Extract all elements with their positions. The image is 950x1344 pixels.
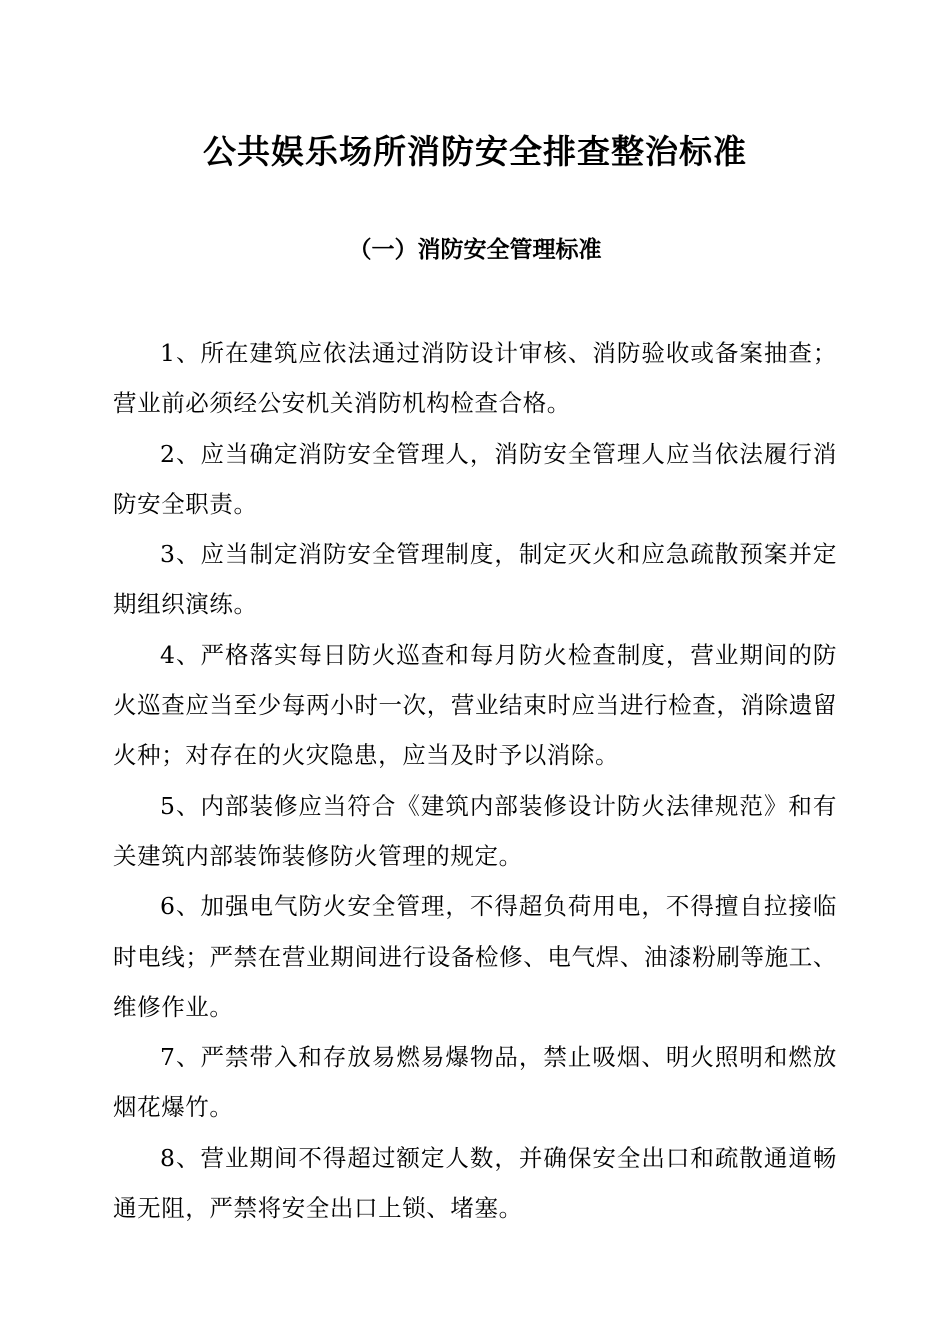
paragraph-4: 4、严格落实每日防火巡查和每月防火检查制度，营业期间的防火巡查应当至少每两小时一次，营业结束时应当进行检查，消除遗留火种；对存在的火灾隐患，应当及时予以消除。 bbox=[113, 640, 837, 770]
paragraph-2: 2、应当确定消防安全管理人，消防安全管理人应当依法履行消防安全职责。 bbox=[113, 439, 837, 518]
paragraph-1: 1、所在建筑应依法通过消防设计审核、消防验收或备案抽查；营业前必须经公安机关消防机构检查合格。 bbox=[113, 339, 837, 418]
section-heading: （一）消防安全管理标准 bbox=[348, 237, 602, 263]
document-body bbox=[113, 328, 837, 1233]
paragraph-7: 7、严禁带入和存放易燃易爆物品，禁止吸烟、明火照明和燃放烟花爆竹。 bbox=[113, 1043, 837, 1122]
paragraph-3: 3、应当制定消防安全管理制度，制定灭火和应急疏散预案并定期组织演练。 bbox=[113, 540, 837, 619]
document-title: 公共娱乐场所消防安全排查整治标准 bbox=[203, 132, 747, 171]
paragraph-8: 8、营业期间不得超过额定人数，并确保安全出口和疏散通道畅通无阻，严禁将安全出口上锁、堵塞。 bbox=[113, 1143, 837, 1223]
paragraph-5: 5、内部装修应当符合《建筑内部装修设计防火法律规范》和有关建筑内部装饰装修防火管理的规定。 bbox=[113, 791, 837, 870]
paragraph-6: 6、加强电气防火安全管理，不得超负荷用电，不得擅自拉接临时电线；严禁在营业期间进行设备检修、电气焊、油漆粉刷等施工、维修作业。 bbox=[113, 892, 837, 1021]
